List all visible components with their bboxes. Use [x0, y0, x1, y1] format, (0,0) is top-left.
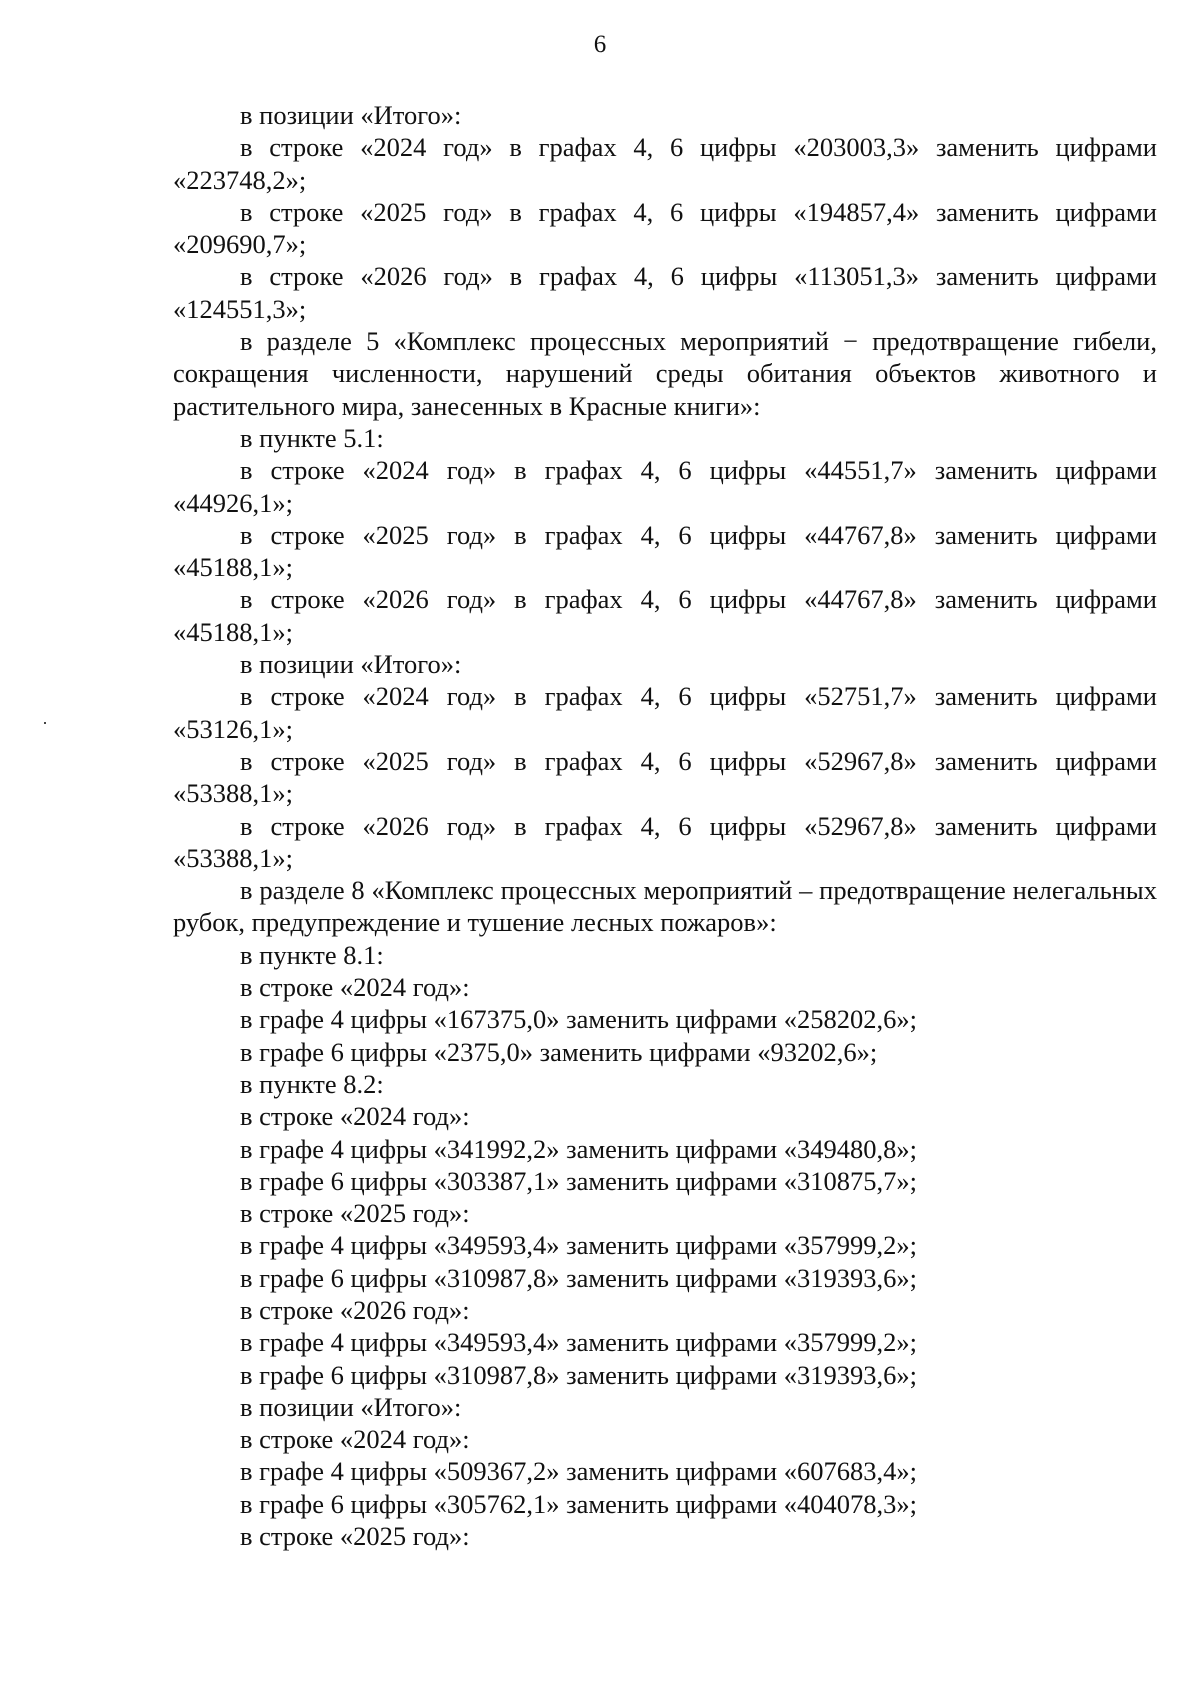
paragraph: в строке «2024 год»: — [240, 972, 470, 1003]
paragraph: в строке «2024 год»: — [240, 1424, 470, 1455]
paragraph: в строке «2025 год» в графах 4, 6 цифры «52967,8» заменить цифрами «53388,1»; — [173, 745, 1157, 809]
paragraph: в разделе 5 «Комплекс процессных мероприятий − предотвращение гибели, сокращения численности, нарушений среды обитания объектов животного и растительного мира, занесенных в Красные книги»: — [173, 326, 1157, 421]
paragraph: в графе 4 цифры «509367,2» заменить цифрами «607683,4»; — [240, 1456, 917, 1487]
paragraph: в строке «2024 год» в графах 4, 6 цифры «52751,7» заменить цифрами «53126,1»; — [173, 681, 1157, 744]
document-body — [173, 99, 1157, 1552]
scan-speck — [44, 722, 46, 724]
paragraph: в строке «2024 год»: — [240, 1101, 470, 1132]
paragraph: в графе 4 цифры «349593,4» заменить цифрами «357999,2»; — [240, 1327, 917, 1358]
paragraph: в строке «2025 год» в графах 4, 6 цифры «44767,8» заменить цифрами «45188,1»; — [173, 519, 1157, 583]
paragraph: в строке «2024 год» в графах 4, 6 цифры «44551,7» заменить цифрами «44926,1»; — [173, 455, 1157, 518]
paragraph: в пункте 8.2: — [240, 1068, 384, 1099]
paragraph: в графе 6 цифры «310987,8» заменить цифрами «319393,6»; — [240, 1359, 917, 1390]
paragraph: в разделе 8 «Комплекс процессных мероприятий – предотвращение нелегальных рубок, предупреждение и тушение лесных пожаров»: — [173, 875, 1157, 938]
paragraph: в позиции «Итого»: — [240, 1391, 462, 1422]
paragraph: в строке «2025 год»: — [240, 1198, 470, 1229]
paragraph: в пункте 8.1: — [240, 939, 384, 970]
paragraph: в графе 6 цифры «2375,0» заменить цифрами «93202,6»; — [240, 1036, 878, 1067]
paragraph: в пункте 5.1: — [240, 422, 384, 453]
paragraph: в графе 6 цифры «310987,8» заменить цифрами «319393,6»; — [240, 1262, 917, 1293]
paragraph: в строке «2025 год» в графах 4, 6 цифры «194857,4» заменить цифрами «209690,7»; — [173, 196, 1157, 260]
paragraph: в строке «2025 год»: — [240, 1521, 470, 1552]
paragraph: в строке «2026 год» в графах 4, 6 цифры «44767,8» заменить цифрами «45188,1»; — [173, 584, 1157, 647]
paragraph: в графе 4 цифры «349593,4» заменить цифрами «357999,2»; — [240, 1230, 917, 1261]
paragraph: в строке «2026 год» в графах 4, 6 цифры «113051,3» заменить цифрами «124551,3»; — [173, 261, 1157, 324]
paragraph: в позиции «Итого»: — [240, 100, 462, 130]
paragraph: в графе 6 цифры «305762,1» заменить цифрами «404078,3»; — [240, 1488, 917, 1519]
paragraph: в графе 4 цифры «341992,2» заменить цифрами «349480,8»; — [240, 1133, 917, 1164]
paragraph: в графе 6 цифры «303387,1» заменить цифрами «310875,7»; — [240, 1165, 917, 1196]
paragraph: в позиции «Итого»: — [240, 649, 462, 680]
paragraph: в строке «2026 год»: — [240, 1294, 470, 1325]
paragraph: в строке «2026 год» в графах 4, 6 цифры «52967,8» заменить цифрами «53388,1»; — [173, 810, 1157, 873]
paragraph: в строке «2024 год» в графах 4, 6 цифры «203003,3» заменить цифрами «223748,2»; — [173, 132, 1157, 195]
page-number: 6 — [593, 31, 607, 58]
paragraph: в графе 4 цифры «167375,0» заменить цифрами «258202,6»; — [240, 1004, 917, 1035]
